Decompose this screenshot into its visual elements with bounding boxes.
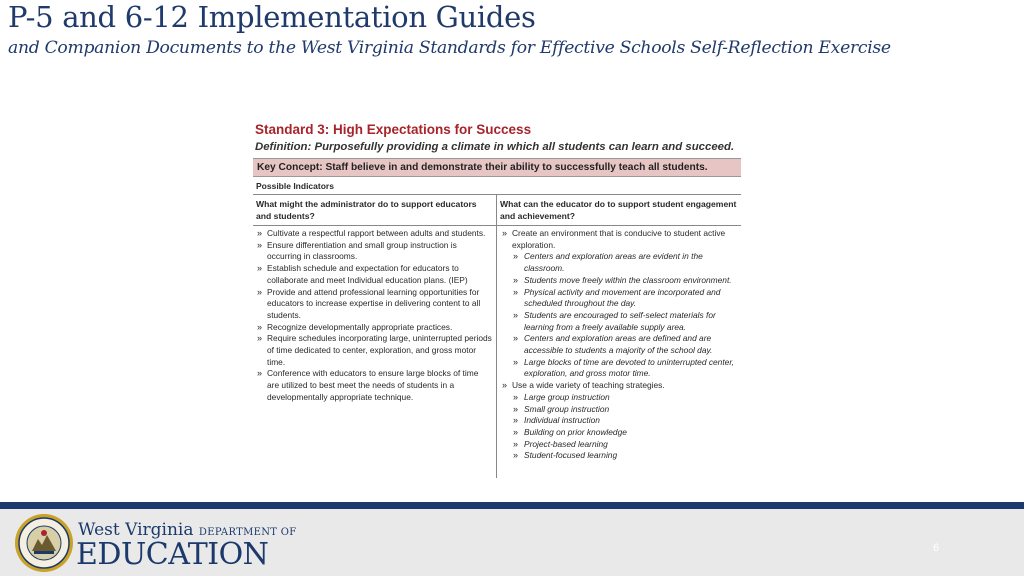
list-item: » Ensure differentiation and small group instruction is occurring in classrooms. bbox=[256, 240, 492, 263]
sub-list-item: » Large group instruction bbox=[512, 392, 738, 404]
brand-education: EDUCATION bbox=[76, 537, 269, 572]
list-item: » Conference with educators to ensure large blocks of time are utilized to best meet the needs of students in a developmentally appropriate technique. bbox=[256, 368, 492, 403]
administrator-list bbox=[256, 228, 492, 404]
key-concept: Key Concept: Staff believe in and demonstrate their ability to successfully teach all students. bbox=[253, 158, 741, 177]
standard-definition: Definition: Purposefully providing a climate in which all students can learn and succeed. bbox=[255, 141, 735, 153]
sub-list-item: » Individual instruction bbox=[512, 415, 738, 427]
sub-list-item: » Physical activity and movement are incorporated and scheduled throughout the day. bbox=[512, 287, 738, 310]
sub-list-item: » Student-focused learning bbox=[512, 450, 738, 462]
brand-department: DEPARTMENT OF bbox=[198, 527, 297, 538]
indicator-columns bbox=[253, 226, 741, 478]
page-number: 6 bbox=[933, 542, 940, 554]
administrator-column-header: What might the administrator do to support educators and students? bbox=[253, 195, 497, 225]
list-item-text: Use a wide variety of teaching strategies. bbox=[512, 380, 665, 391]
sub-list-item: » Centers and exploration areas are evident in the classroom. bbox=[512, 251, 738, 274]
standard-title: Standard 3: High Expectations for Success bbox=[255, 122, 532, 137]
state-seal-icon bbox=[14, 513, 74, 573]
possible-indicators-heading: Possible Indicators bbox=[253, 177, 741, 195]
footer-accent-bar bbox=[0, 502, 1024, 509]
indicator-column-headers bbox=[253, 195, 741, 226]
list-item: » Recognize developmentally appropriate practices. bbox=[256, 322, 492, 334]
list-item: » Cultivate a respectful rapport between adults and students. bbox=[256, 228, 492, 240]
administrator-column bbox=[253, 226, 497, 478]
list-item: » Establish schedule and expectation for educators to collaborate and meet Individual education plans. (IEP) bbox=[256, 263, 492, 286]
list-item bbox=[501, 380, 738, 462]
sub-list-item: » Large blocks of time are devoted to uninterrupted center, exploration, and gross motor time. bbox=[512, 357, 738, 380]
list-item: » Provide and attend professional learning opportunities for educators to increase expertise in delivering content to all students. bbox=[256, 287, 492, 322]
sub-list-item: » Students move freely within the classroom environment. bbox=[512, 275, 738, 287]
footer bbox=[0, 509, 1024, 576]
slide-title: P-5 and 6-12 Implementation Guides bbox=[8, 0, 536, 34]
sub-list-item: » Small group instruction bbox=[512, 404, 738, 416]
educator-list bbox=[501, 228, 738, 462]
standard-document bbox=[253, 122, 741, 478]
sub-list-item: » Building on prior knowledge bbox=[512, 427, 738, 439]
brand-state: West Virginia bbox=[78, 520, 194, 540]
list-item: » Require schedules incorporating large, uninterrupted periods of time dedicated to center, exploration, and gross motor time. bbox=[256, 333, 492, 368]
sub-list bbox=[512, 392, 738, 462]
sub-list-item: » Project-based learning bbox=[512, 439, 738, 451]
educator-column bbox=[497, 226, 741, 478]
sub-list-item: » Students are encouraged to self-select materials for learning from a freely available supply area. bbox=[512, 310, 738, 333]
list-item-text: Create an environment that is conducive to student active exploration. bbox=[512, 228, 726, 250]
list-item bbox=[501, 228, 738, 380]
sub-list bbox=[512, 251, 738, 380]
sub-list-item: » Centers and exploration areas are defined and are accessible to students a majority of the school day. bbox=[512, 333, 738, 356]
slide-subtitle: and Companion Documents to the West Virginia Standards for Effective Schools Self-Reflection Exercise bbox=[8, 38, 891, 58]
educator-column-header: What can the educator do to support student engagement and achievement? bbox=[500, 199, 737, 221]
